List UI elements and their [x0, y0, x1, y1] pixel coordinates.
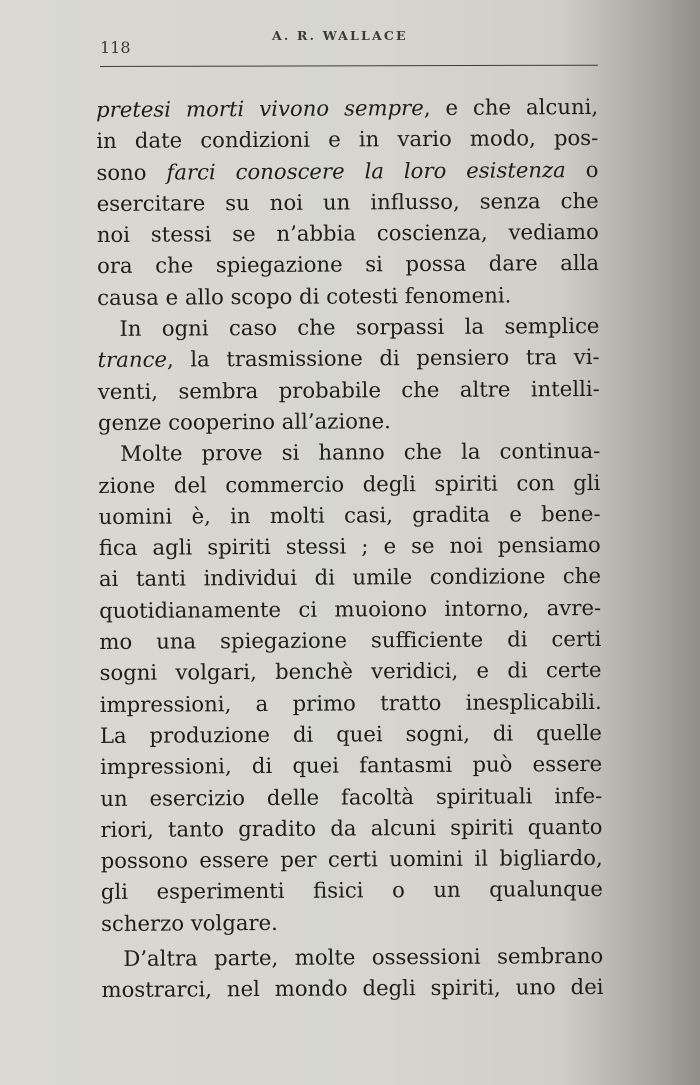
paragraph-2	[97, 310, 600, 438]
text-line: venti, sembra probabile che altre intelli-	[97, 375, 600, 404]
text-line: sogni volgari, benchè veridici, e di certe	[99, 657, 602, 686]
text-line: genze cooperino all’azione.	[97, 408, 391, 435]
text-line: ai tanti individui di umile condizione che	[98, 563, 602, 592]
page-number: 118	[100, 38, 131, 57]
body-text	[96, 91, 604, 1006]
text-line: possono essere per certi uomini il bigliardo,	[100, 845, 603, 874]
text-line: causa e allo scopo di cotesti fenomeni.	[97, 282, 512, 310]
header-rule	[100, 65, 598, 67]
text-line: sono farci conoscere la loro esistenza o	[96, 156, 599, 185]
text-line: pretesi morti vivono sempre, e che alcuni,	[96, 93, 599, 122]
text-line: impressioni, a primo tratto inesplicabili.	[99, 688, 602, 717]
text-line: gli esperimenti fisici o un qualunque	[100, 876, 603, 905]
text-line: uomini è, in molti casi, gradita e bene-	[98, 500, 601, 529]
text-line: trance, la trasmissione di pensiero tra vi-	[97, 344, 600, 373]
text-line: impressioni, di quei fantasmi può essere	[100, 751, 603, 780]
text-line: mo una spiegazione sufficiente di certi	[99, 625, 602, 655]
text-line: D’altra parte, molte ossessioni sembrano	[123, 942, 604, 971]
text-line: zione del commercio degli spiriti con gli	[98, 469, 601, 498]
text-line: scherzo volgare.	[100, 909, 278, 936]
text-line: noi stessi se n’abbia coscienza, vediamo	[96, 219, 599, 248]
paragraph-3	[98, 435, 603, 939]
text-line: ora che spiegazione si possa dare alla	[96, 250, 600, 279]
text-line: un esercizio delle facoltà spirituali infe-	[100, 782, 603, 811]
text-line: In ogni caso che sorpassi la semplice	[119, 313, 600, 341]
text-line: in date condizioni e in vario modo, pos-	[96, 125, 599, 154]
text-line: La produzione di quei sogni, di quelle	[99, 719, 602, 748]
paragraph-1	[96, 91, 599, 313]
text-line: quotidianamente ci muoiono intorno, avre-	[99, 594, 602, 623]
text-line: riori, tanto gradito da alcuni spiriti quanto	[100, 813, 603, 842]
running-head: A. R. WALLACE	[272, 28, 408, 43]
text-line: fica agli spiriti stessi ; e se noi pensiamo	[98, 532, 601, 561]
text-line: mostrarci, nel mondo degli spiriti, uno dei	[101, 974, 604, 1003]
text-line: Molte prove si hanno che la continua-	[120, 438, 601, 467]
page-header	[100, 26, 600, 66]
text-line: esercitare su noi un influsso, senza che	[96, 187, 599, 216]
paragraph-4	[101, 940, 603, 1006]
